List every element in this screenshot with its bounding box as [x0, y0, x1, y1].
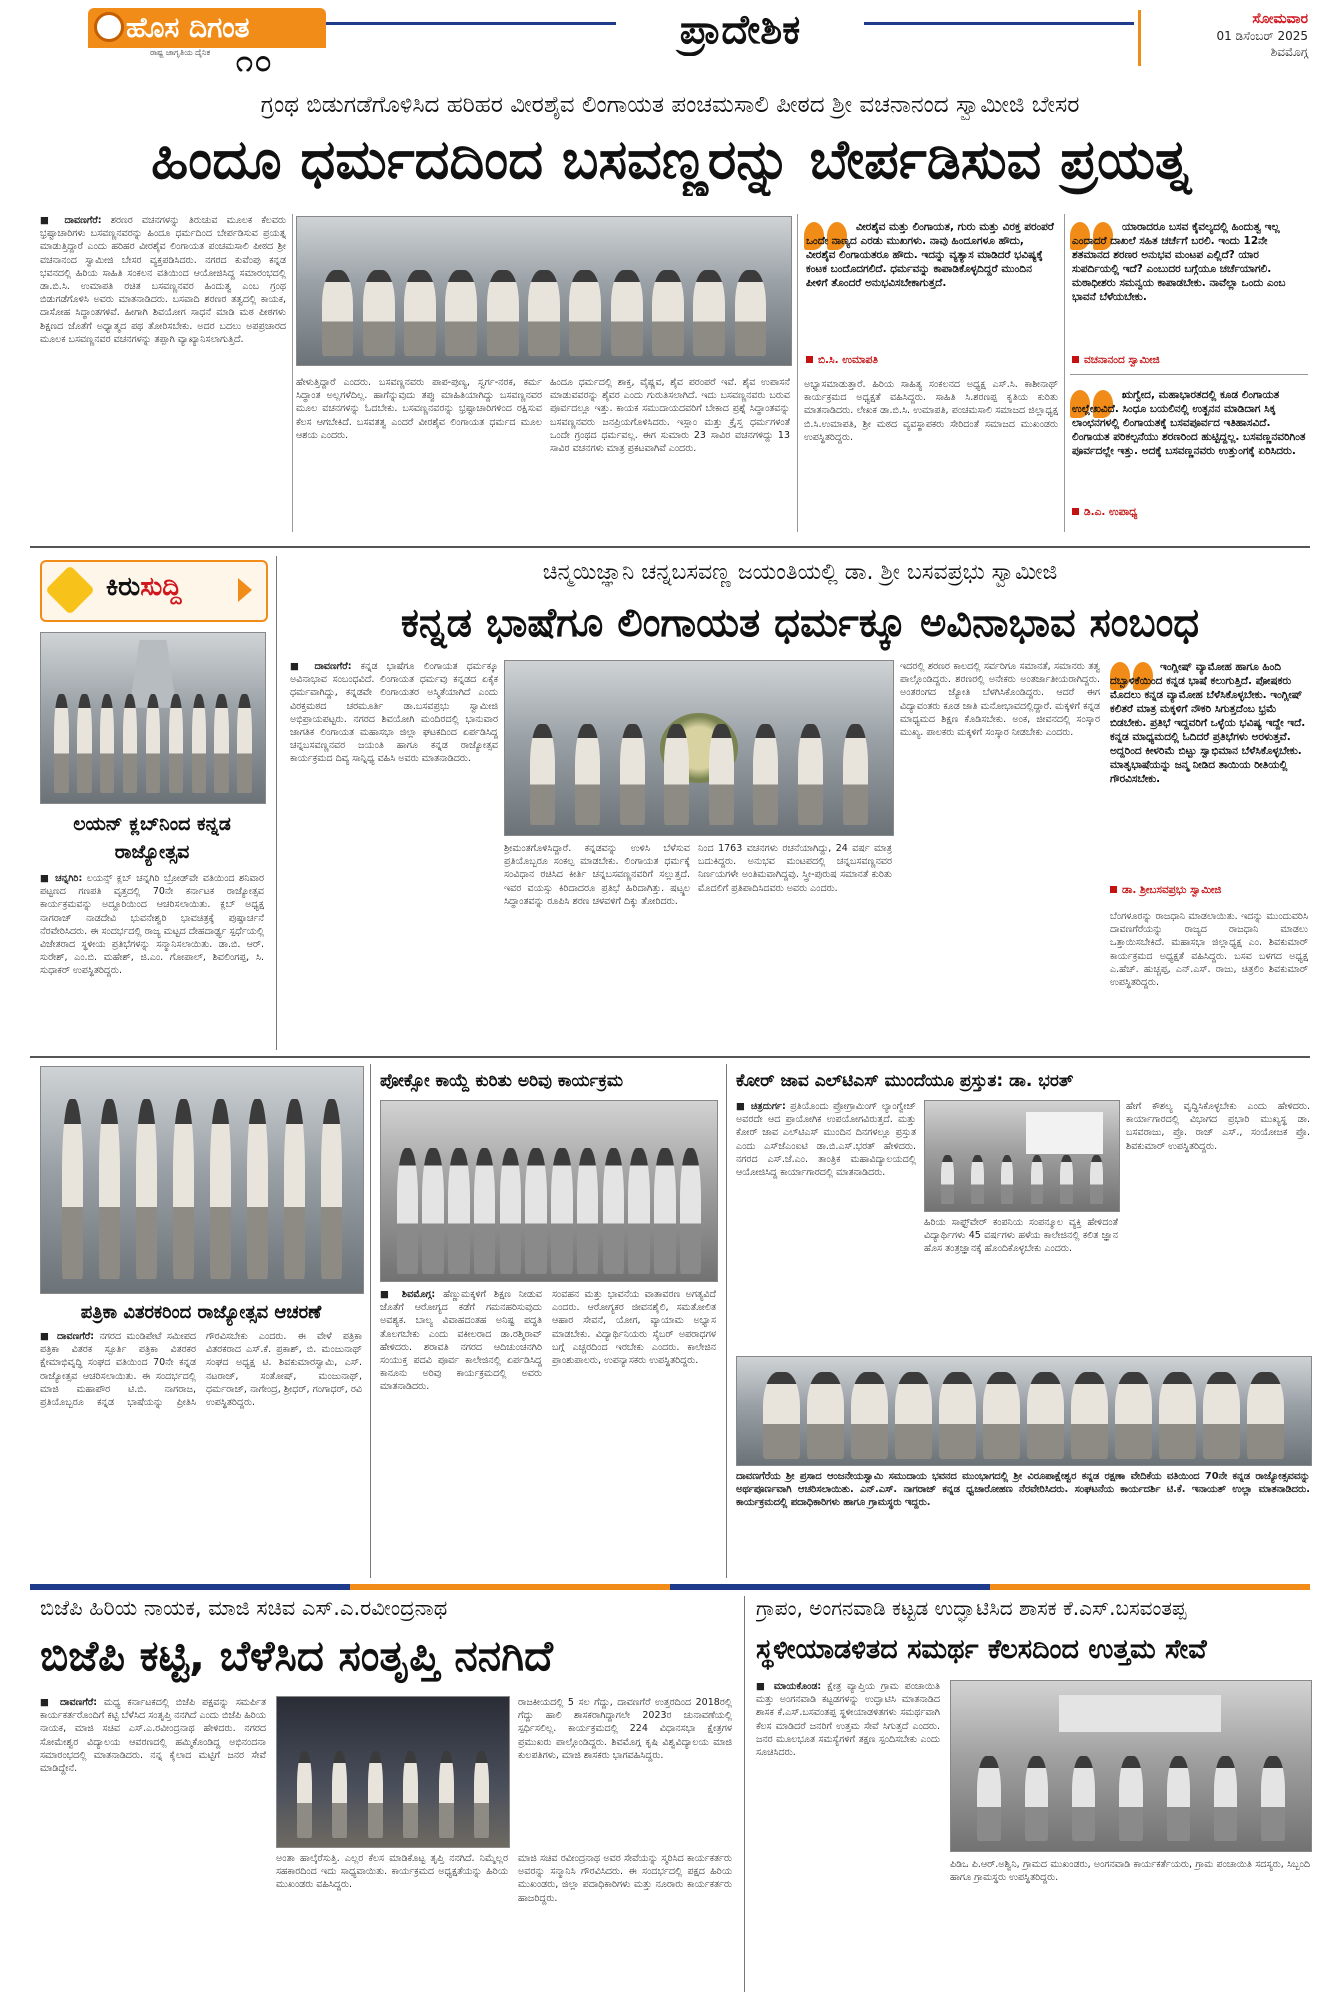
lead-kicker: ಗ್ರಂಥ ಬಿಡುಗಡೆಗೊಳಿಸಿದ ಹರಿಹರ ವೀರಶೈವ ಲಿಂಗಾಯತ ಪಂಚಮಸಾಲಿ ಪೀಠದ ಶ್ರೀ ವಚನಾನಂದ ಸ್ವಾಮೀಜಿ ಬೇಸರ — [260, 92, 1080, 118]
anganwadi-photo — [950, 1680, 1312, 1852]
lead-col-3: ಹಿಂದೂ ಧರ್ಮದಲ್ಲಿ ಶಾಕ್ತ, ವೈಷ್ಣವ, ಶೈವ ಪರಂಪರೆ ಇವೆ. ಶೈವ ಉಪಾಸನೆ ಮಾಡುವವರನ್ನು ಶೈವರ ಎಂದು ಗುರುತಿಸಲಾಗಿದೆ. ಇದು ಬಸವಣ್ಣನವರು ಬರುವ ಪೂರ್ವದಲ್ಲೂ ಇತ್ತು. ಕಾಯಕ ಸಮುದಾಯದವರಿಗೆ ಬೇಕಾದ ಪ್ರಶ್ನೆ ಸಿದ್ಧಾಂತವನ್ನು ಬಸವಣ್ಣನವರು ಜನಪ್ರಿಯಗೊಳಿಸಿದರು. ಇಸ್ಲಾಂ ಮತ್ತು ಕ್ರೈಸ್ತ ಧರ್ಮಗಳಂತೆ ಒಂದೇ ಗ್ರಂಥದ ಧರ್ಮವಲ್ಲ. ಈಗ ಸುಮಾರು 23 ಸಾವಿರ ವಚನಗಳಿದ್ದು 13 ಸಾವಿರ ವಚನಗಳು ಮಾತ್ರ ಪ್ರಕಟವಾಗಿವೆ ಎಂದರು. — [550, 377, 790, 455]
story2-quote-text: ಇಂಗ್ಲೀಷ್ ವ್ಯಾಮೋಹ ಹಾಗೂ ಹಿಂದಿ ದಬ್ಬಾಳಿಕೆಯಿಂದ ಕನ್ನಡ ಭಾಷೆ ಕಲುಗುತ್ತಿದೆ. ಪೋಷಕರು ಮೊದಲು ಕನ್ನಡ ವ್ಯಾಮೋಹ ಬೆಳೆಸಿಕೊಳ್ಳಬೇಕು. ಇಂಗ್ಲೀಷ್ ಕಲಿತರೆ ಮಾತ್ರ ಮಕ್ಕಳಿಗೆ ನೌಕರಿ ಸಿಗುತ್ತದೆಂಬ ಭ್ರಮೆ ಬಿಡಬೇಕು. ಪ್ರತಿಭೆ ಇದ್ದವರಿಗೆ ಒಳ್ಳೆಯ ಭವಿಷ್ಯ ಇದ್ದೇ ಇದೆ. ಕನ್ನಡ ಮಾಧ್ಯಮದಲ್ಲಿ ಓದಿದರೆ ಪ್ರತಿಭೆಗಳು ಅರಳುತ್ತವೆ. ಅದ್ದರಿಂದ ಕೀಳರಿಮೆ ಬಿಟ್ಟು ಸ್ವಾಭಿಮಾನ ಬೆಳೆಸಿಕೊಳ್ಳಬೇಕು. ಮಾತೃಭಾಷೆಯನ್ನು ಜನ್ಮ ನೀಡಿದ ತಾಯಿಯ ರೀತಿಯಲ್ಲಿ ಗೌರವಿಸಬೇಕು. — [1110, 661, 1306, 785]
java-col-1-text: ಪ್ರತಿಯೊಂದು ಪ್ರೋಗ್ರಾಮಿಂಗ್ ಲ್ಯಾಂಗ್ವೇಜ್ ಅವರದೇ ಆದ ಪ್ರಾಯೋಗಿಕ ಉಪಯೋಗವಿರುತ್ತದೆ. ಮತ್ತು ಕೋರ್ ಜಾವ ಎಲ್‌ಟಿಎಸ್ ಮುಂದಿನ ದಿನಗಳಲ್ಲೂ ಪ್ರಸ್ತುತ ಎಂದು ಎಸ್‌ಜೆಎಂಐಟಿ ಡಾ.ಬಿ.ಎಸ್.ಭರತ್ ಹೇಳಿದರು. ನಗರದ ಎಸ್.ಜೆ.ಎಂ. ತಾಂತ್ರಿಕ ಮಹಾವಿದ್ಯಾಲಯದಲ್ಲಿ ಆಯೋಜಿಸಿದ್ದ ಕಾರ್ಯಾಗಾರದಲ್ಲಿ ಮಾತನಾಡಿದರು. — [736, 1101, 916, 1179]
kirusuddi-body — [40, 872, 264, 1044]
bjp-kicker: ಬಿಜೆಪಿ ಹಿರಿಯ ನಾಯಕ, ಮಾಜಿ ಸಚಿವ ಎಸ್.ಎ.ರವೀಂದ್ರನಾಥ — [40, 1596, 448, 1620]
vendors-photo — [40, 1066, 364, 1294]
bjp-col-3: ರಾಜಕೀಯದಲ್ಲಿ 5 ಸಲ ಗೆದ್ದು, ದಾವಣಗೆರೆ ಉತ್ತರದಿಂದ 2018ರಲ್ಲಿ ಗೆದ್ದು ಹಾಲಿ ಶಾಸಕರಾಗಿದ್ದಾಗಲೇ 2023ರ ಚುನಾವಣೆಯಲ್ಲಿ ಸ್ಪರ್ಧಿಸಲಿಲ್ಲ. ಕಾರ್ಯಕ್ರಮದಲ್ಲಿ 224 ವಿಧಾನಸಭಾ ಕ್ಷೇತ್ರಗಳ ಪ್ರಮುಖರು ಪಾಲ್ಗೊಂಡಿದ್ದರು. ಶಿವಮೊಗ್ಗ ಕೃಷಿ ವಿಶ್ವವಿದ್ಯಾಲಯ ಮಾಜಿ ಕುಲಪತಿಗಳು, ಮಾಜಿ ಶಾಸಕರು ಭಾಗವಹಿಸಿದ್ದರು. — [518, 1697, 732, 1761]
pocso-col-1-text: ಹೆಣ್ಣುಮಕ್ಕಳಿಗೆ ಶಿಕ್ಷಣ ನೀಡುವ ಜೊತೆಗೆ ಆರೋಗ್ಯದ ಕಡೆಗೆ ಗಮನಹರಿಸುವುದು ಅವಶ್ಯಕ. ಬಾಲ್ಯ ವಿವಾಹದಂತಹ ಅನಿಷ್ಟ ಪದ್ಧತಿ ತೊಲಗಬೇಕು ಎಂದು ವಕೀಲರಾದ ಡಾ.ರಶ್ಮಿರಾವ್ ಹೇಳಿದರು. ಶರಾವತಿ ನಗರದ ಆದಿಚುಂಚನಗಿರಿ ಸಂಯುಕ್ತ ಪದವಿ ಪೂರ್ವ ಕಾಲೇಜಿನಲ್ಲಿ ಏರ್ಪಡಿಸಿದ್ದ ಕಾನೂನು ಅರಿವು ಕಾರ್ಯಕ್ರಮದಲ್ಲಿ ಅವರು ಮಾತನಾಡಿದರು. — [380, 1289, 542, 1393]
weekday: ಸೋಮವಾರ — [1252, 11, 1308, 27]
java-headline: ಕೋರ್ ಜಾವ ಎಲ್‌ಟಿಎಸ್ ಮುಂದೆಯೂ ಪ್ರಸ್ತುತ: ಡಾ. ಭರತ್ — [736, 1071, 1074, 1091]
date-block — [1138, 10, 1308, 66]
lead-headline: ಹಿಂದೂ ಧರ್ಮದದಿಂದ ಬಸವಣ್ಣರನ್ನು ಬೇರ್ಪಡಿಸುವ ಪ್ರಯತ್ನ — [151, 128, 1191, 191]
kirusuddi-divider — [276, 556, 277, 1050]
pocso-photo — [380, 1100, 718, 1282]
kirusuddi-photo — [40, 632, 266, 804]
vendors-body-text: ನಗರದ ಮಂಡಿಪೇಟೆ ಸಮೀಪದ ಪತ್ರಿಕಾ ವಿತರಕ ಸ್ಪೂರ್ತಿ ಪತ್ರಿಕಾ ವಿತರಕರ ಕ್ಷೇಮಾಭಿವೃದ್ಧಿ ಸಂಘದ ವತಿಯಿಂದ 70ನೇ ಕನ್ನಡ ರಾಜ್ಯೋತ್ಸವ ಆಚರಿಸಲಾಯಿತು. ಈ ಸಂದರ್ಭದಲ್ಲಿ ಮಾಜಿ ಮಹಾಪೌರ ಟಿ.ಬಿ. ನಾಗರಾಜ, ಪ್ರತಿಯೊಬ್ಬರೂ ಕನ್ನಡ ಭಾಷೆಯನ್ನು ಪ್ರೀತಿಸಿ ಗೌರವಿಸಬೇಕು ಎಂದರು. ಈ ವೇಳೆ ಪತ್ರಿಕಾ ವಿತರಕರಾದ ಎಸ್.ಕೆ. ಪ್ರಕಾಶ್, ಬಿ. ಮಂಜುನಾಥ್ ಸಂಘದ ಅಧ್ಯಕ್ಷ ಟಿ. ಶಿವಕುಮಾರಸ್ವಾಮಿ, ಎಸ್. ನಟರಾಜ್, ಸಂತೋಷ್, ಮಂಜುನಾಥ್, ಧರ್ಮರಾಜ್, ನಾಗೇಂದ್ರ, ಶ್ರೀಧರ್, ಗಂಗಾಧರ್, ರವಿ ಉಪಸ್ಥಿತರಿದ್ದರು. — [40, 1331, 362, 1409]
kiru-text: ಕಿರು — [106, 572, 141, 602]
anganwadi-col-1-text: ಕ್ಷೇತ್ರ ವ್ಯಾಪ್ತಿಯ ಗ್ರಾಮ ಪಂಚಾಯಿತಿ ಮತ್ತು ಅಂಗನವಾಡಿ ಕಟ್ಟಡಗಳನ್ನು ಉದ್ಘಾಟಿಸಿ ಮಾತನಾಡಿದ ಶಾಸಕ ಕೆ.ಎಸ್.ಬಸವಂತಪ್ಪ ಸ್ಥಳೀಯಾಡಳಿತಗಳು ಸಮರ್ಥವಾಗಿ ಕೆಲಸ ಮಾಡಿದರೆ ಜನರಿಗೆ ಉತ್ತಮ ಸೇವೆ ಸಿಗುತ್ತದೆ ಎಂದರು. ಜನರ ಮೂಲಭೂತ ಸಮಸ್ಯೆಗಳಿಗೆ ತಕ್ಷಣ ಸ್ಪಂದಿಸಬೇಕು ಎಂದು ಸೂಚಿಸಿದರು. — [756, 1681, 940, 1759]
anganwadi-col-2: ಪಿಡಿಒ ಪಿ.ಆರ್.ಅಶ್ವಿನಿ, ಗ್ರಾಮದ ಮುಖಂಡರು, ಅಂಗನವಾಡಿ ಕಾರ್ಯಕರ್ತೆಯರು, ಗ್ರಾಮ ಪಂಚಾಯಿತಿ ಸದಸ್ಯರು, ಸಿಬ್ಬಂದಿ ಹಾಗೂ ಗ್ರಾಮಸ್ಥರು ಉಪಸ್ಥಿತರಿದ್ದರು. — [950, 1859, 1310, 1884]
vendors-body — [40, 1330, 362, 1574]
story2-photo — [504, 660, 894, 836]
section-divider-1 — [30, 546, 1310, 548]
section-title: ಪ್ರಾದೇಶಿಕ — [679, 7, 801, 53]
pocso-col-1 — [380, 1288, 542, 1574]
masthead-rule-right — [864, 22, 1134, 25]
java-photo — [924, 1100, 1120, 1212]
bjp-photo — [276, 1696, 510, 1848]
java-col-3: ಹೇಗೆ ಕೌಶಲ್ಯ ವೃದ್ಧಿಸಿಕೊಳ್ಳಬೇಕು ಎಂದು ಹೇಳಿದರು. ಕಾರ್ಯಾಗಾರದಲ್ಲಿ ವಿಭಾಗದ ಪ್ರಭಾರಿ ಮುಖ್ಯಸ್ಥ ಡಾ. ಬಸವರಾಜು, ಪ್ರೊ. ರಾಜ್ ಎಸ್., ಸಂಯೋಜಕ ಪ್ರೊ. ಶಿವಕುಮಾರ್ ಉಪಸ್ಥಿತರಿದ್ದರು. — [1126, 1101, 1310, 1152]
story2-col-5: ಬೆಂಗಳೂರನ್ನು ರಾಜಧಾನಿ ಮಾಡಲಾಯಿತು. ಇದನ್ನು ಮುಂದುವರಿಸಿ ದಾವಣಗೆರೆಯನ್ನು ರಾಜ್ಯದ ರಾಜಧಾನಿ ಮಾಡಲು ಒತ್ತಾಯಿಸಬೇಕಿದೆ. ಮಹಾಸಭಾ ಜಿಲ್ಲಾಧ್ಯಕ್ಷ ಎಂ. ಶಿವಕುಮಾರ್ ಕಾರ್ಯಕ್ರಮದ ಅಧ್ಯಕ್ಷತೆ ವಹಿಸಿದ್ದರು. ಬಸವ ಬಳಗದ ಅಧ್ಯಕ್ಷ ಎ.ಹೆಚ್. ಹುಚ್ಚಪ್ಪ, ಎನ್.ಎಸ್. ರಾಜು, ಚಿತ್ರಲಿಂ ಶಿವಕುಮಾರ್ ಉಪಸ್ಥಿತರಿದ್ದರು. — [1110, 911, 1308, 989]
story2-dateline: ■ ದಾವಣಗೆರೆ: — [290, 661, 352, 672]
java-dateline: ■ ಚಿತ್ರದುರ್ಗ: — [736, 1101, 786, 1112]
vendors-divider — [370, 1064, 371, 1578]
story2-headline: ಕನ್ನಡ ಭಾಷೆಗೂ ಲಿಂಗಾಯತ ಧರ್ಮಕ್ಕೂ ಅವಿನಾಭಾವ ಸಂಬಂಧ — [400, 600, 1200, 646]
edition-city: ಶಿವಮೊಗ್ಗ — [1270, 45, 1308, 59]
story2-col-4: ಇದರಲ್ಲಿ ಶರಣರ ಕಾಲದಲ್ಲಿ ಸರ್ವರಿಗೂ ಸಮಾನತೆ, ಸಮಾನರು ತತ್ವ ಪಾಲ್ಗೊಂಡಿದ್ದರು. ಶರಣರಲ್ಲಿ ಅನೇಕರು ಅಂತರ್ಜಾತೀಯರಾಗಿದ್ದರು. ಅಂತರಂಗದ ಜ್ಯೋತಿ ಬೆಳಗಿಸಿಕೊಂಡಿದ್ದರು. ಆದರೆ ಈಗ ವಿದ್ಯಾವಂತರು ಕೂಡ ಜಾತಿ ಮನೋಭಾವದಲ್ಲಿದ್ದಾರೆ. ಮಕ್ಕಳಿಗೆ ಕನ್ನಡ ಮಾಧ್ಯಮದ ಶಿಕ್ಷಣ ಕೊಡಿಸಬೇಕು. ಅಂಕ, ಜೀವನದಲ್ಲಿ ಸಂಸ್ಕಾರ ಮುಖ್ಯ. ಪಾಲಕರು ಮಕ್ಕಳಿಗೆ ಸಂಸ್ಕಾರ ನೀಡಬೇಕು ಎಂದರು. — [900, 661, 1100, 739]
lead-col-1-text: ಶರಣರ ವಚನಗಳನ್ನು ತಿರುಚುವ ಮೂಲಕ ಕೆಲವರು ಭ್ರಷ್ಟಾಚಾರಿಗಳು ಬಸವಣ್ಣನವರನ್ನು ಹಿಂದೂ ಧರ್ಮದಿಂದ ಬೇರ್ಪಡಿಸುವ ಪ್ರಯತ್ನ ಮಾಡುತ್ತಿದ್ದಾರೆ ಎಂದು ಹರಿಹರ ವೀರಶೈವ ಲಿಂಗಾಯತ ಪಂಚಮಸಾಲಿ ಪೀಠದ ಶ್ರೀ ವಚನಾನಂದ ಸ್ವಾಮೀಜಿ ಬೇಸರ ವ್ಯಕ್ತಪಡಿಸಿದರು. ನಗರದ ಕುವೆಂಪು ಕನ್ನಡ ಭವನದಲ್ಲಿ ಹಿರಿಯ ಸಾಹಿತಿ ಸಂಕಲನ ವತಿಯಿಂದ ಆಯೋಜಿಸಿದ್ದ ಸಮಾರಂಭದಲ್ಲಿ ಡಾ.ಬಿ.ಸಿ. ಉಮಾಪತಿ ರಚಿತ ಬಸವಣ್ಣನವರ ಹಿಂದುತ್ವ ಎಂಬ ಗ್ರಂಥ ಬಿಡುಗಡೆಗೊಳಿಸಿ ಅವರು ಮಾತನಾಡಿದರು. ಬಸವಾದಿ ಶರಣರ ತತ್ವದಲ್ಲಿ ಕಾಯಕ, ದಾಸೋಹ ಸಿದ್ಧಾಂತಗಳಿವೆ. ಹೀಗಾಗಿ ಶಿವಯೋಗ ಸಾಧನೆ ಮಾಡಿ ಮಠ ಪೀಠಗಳು ಶಿಕ್ಷಣದ ಜೊತೆಗೆ ಅಧ್ಯಾತ್ಮದ ಪಥ ತೋರಿಸಬೇಕು. ಅದರ ಬದಲು ಅಪಪ್ರಚಾರದ ಮೂಲಕ ಬಸವಣ್ಣನವರ ವಚನಗಳನ್ನು ತಪ್ಪಾಗಿ ವ್ಯಾಖ್ಯಾನಿಸಲಾಗುತ್ತಿದೆ. — [40, 215, 286, 345]
lead-col-1 — [40, 214, 286, 532]
bjp-headline: ಬಿಜೆಪಿ ಕಟ್ಟಿ, ಬೆಳೆಸಿದ ಸಂತೃಪ್ತಿ ನನಗಿದೆ — [40, 1631, 553, 1680]
issue-date: 01 ಡಿಸೆಂಬರ್ 2025 — [1216, 29, 1308, 43]
kirusuddi-badge — [40, 560, 268, 622]
quote-1-author: ಬಿ.ಸಿ. ಉಮಾಪತಿ — [806, 354, 1056, 367]
bjp-divider — [744, 1596, 745, 1992]
pocso-dateline: ■ ಶಿವಮೊಗ್ಗ: — [380, 1289, 436, 1300]
page-number: ೧೦ — [236, 44, 274, 79]
logo-tagline: ರಾಷ್ಟ್ರ ಜಾಗೃತಿಯ ದೈನಿಕ — [150, 48, 211, 57]
quote-3-author: ಡಿ.ಎ. ಉಪಾಧ್ಯ — [1072, 506, 1308, 519]
pointing-hand-icon — [45, 565, 95, 615]
story2-kicker: ಚಿನ್ಮಯಿಜ್ಞಾನಿ ಚನ್ನಬಸವಣ್ಣ ಜಯಂತಿಯಲ್ಲಿ ಡಾ. ಶ್ರೀ ಬಸವಪ್ರಭು ಸ್ವಾಮೀಜಿ — [542, 560, 1058, 585]
kirusuddi-dateline: ■ ಚನ್ನಗಿರಿ: — [40, 873, 83, 884]
davanagere-caption: ದಾವಣಗೆರೆಯ ಶ್ರೀ ಪ್ರಸಾದ ಆಂಜನೇಯಸ್ವಾಮಿ ಸಮುದಾಯ ಭವನದ ಮುಂಭಾಗದಲ್ಲಿ ಶ್ರೀ ವಿರೂಪಾಕ್ಷೇಶ್ವರ ಕನ್ನಡ ರಕ್ಷಣಾ ವೇದಿಕೆಯ ವತಿಯಿಂದ 70ನೇ ಕನ್ನಡ ರಾಜ್ಯೋತ್ಸವವನ್ನು ಅರ್ಥಪೂರ್ಣವಾಗಿ ಆಚರಿಸಲಾಯಿತು. ಎನ್.ಎಸ್. ನಾಗರಾಜ್ ಕನ್ನಡ ಧ್ವಜಾರೋಹಣ ನೆರವೇರಿಸಿದರು. ಸಂಘಟನೆಯ ಕಾರ್ಯದರ್ಶಿ ಟಿ.ಕೆ. ಇನಾಯತ್ ಉಲ್ಲಾ ಮಾತನಾಡಿದರು. ಕಾರ್ಯಕ್ರಮದಲ್ಲಿ ಪದಾಧಿಕಾರಿಗಳು ಹಾಗೂ ಗ್ರಾಮಸ್ಥರು ಇದ್ದರು. — [736, 1471, 1310, 1508]
stage-banner-shape — [1059, 1695, 1221, 1732]
anganwadi-dateline: ■ ಮಾಯಕೊಂಡ: — [756, 1681, 822, 1692]
projector-screen-shape — [1026, 1112, 1104, 1154]
chevron-right-icon — [238, 578, 252, 602]
quote-3-text: ಋಗ್ವೇದ, ಮಹಾಭಾರತದಲ್ಲಿ ಕೂಡ ಲಿಂಗಾಯತ ಉಲ್ಲೇಖವಿದೆ. ಸಿಂಧೂ ಬಯಲಿನಲ್ಲಿ ಉತ್ಖನನ ಮಾಡಿದಾಗ ಸಿಕ್ಕ ಲಾಂಛನಗಳಲ್ಲಿ ಲಿಂಗಾಯತಕ್ಕೆ ಬಸವಪೂರ್ವದ ಇತಿಹಾಸವಿದೆ. ಲಿಂಗಾಯತ ಪರಿಕಲ್ಪನೆಯು ಶರಣರಿಂದ ಹುಟ್ಟಿದ್ದಲ್ಲ. ಬಸವಣ್ಣನವರಿಗಿಂತ ಪೂರ್ವದಲ್ಲೇ ಇತ್ತು. ಅದಕ್ಕೆ ಬಸವಣ್ಣನವರು ಉತ್ತುಂಗಕ್ಕೆ ಏರಿಸಿದರು. — [1072, 389, 1306, 457]
kirusuddi-body-text: ಲಯನ್ಸ್ ಕ್ಲಬ್ ಚನ್ನಗಿರಿ ಬ್ರೋಡ್‌ವೇ ವತಿಯಿಂದ ಶನಿವಾರ ಪಟ್ಟಣದ ಗಣಪತಿ ವೃತ್ತದಲ್ಲಿ 70ನೇ ಕರ್ನಾಟಕ ರಾಜ್ಯೋತ್ಸವ ಕಾರ್ಯಕ್ರಮವನ್ನು ಅದ್ದೂರಿಯಿಂದ ಆಚರಿಸಲಾಯಿತು. ಕ್ಲಬ್ ಅಧ್ಯಕ್ಷ ನಾಗರಾಜ್ ನಾಡದೇವಿ ಭುವನೇಶ್ವರಿ ಭಾವಚಿತ್ರಕ್ಕೆ ಪುಷ್ಪಾರ್ಚನೆ ನೆರವೇರಿಸಿದರು. ಈ ಸಂದರ್ಭದಲ್ಲಿ ರಾಜ್ಯ ಮಟ್ಟದ ದೇಹದಾರ್ಢ್ಯ ಸ್ಪರ್ಧೆಯಲ್ಲಿ ವಿಜೇತರಾದ ಸ್ಥಳೀಯ ಪ್ರತಿಭೆಗಳನ್ನು ಸನ್ಮಾನಿಸಲಾಯಿತು. ಡಾ.ಬಿ. ಆರ್. ಸುರೇಶ್, ಎಂ.ಬಿ. ಮಹೇಶ್, ಜಿ.ಎಂ. ಗೋಪಾಲ್, ಶಿವಲಿಂಗಪ್ಪ, ಸಿ. ಸುಧಾಕರ್ ಉಪಸ್ಥಿತರಿದ್ದರು. — [40, 873, 264, 977]
bjp-col-1 — [40, 1696, 266, 1990]
lead-photo — [296, 216, 792, 366]
quote-2-author: ವಚನಾನಂದ ಸ್ವಾಮೀಜಿ — [1072, 354, 1308, 367]
quote-1-text: ವೀರಶೈವ ಮತ್ತು ಲಿಂಗಾಯತ, ಗುರು ಮತ್ತು ವಿರಕ್ತ ಪರಂಪರೆ ಒಂದೇ ನಾಣ್ಯದ ಎರಡು ಮುಖಗಳು. ನಾವು ಹಿಂದೂಗಳೂ ಹೌದು, ವೀರಶೈವ ಲಿಂಗಾಯತರೂ ಹೌದು. ಇದನ್ನು ವ್ಯತ್ಯಾಸ ಮಾಡಿದರೆ ಭವಿಷ್ಯಕ್ಕೆ ಕಂಟಕ ಬಂದೊದಗಲಿದೆ. ಧರ್ಮವನ್ನು ಕಾಪಾಡಿಕೊಳ್ಳದಿದ್ದರೆ ಮುಂದಿನ ಪೀಳಿಗೆ ತೊಂದರೆ ಅನುಭವಿಸಬೇಕಾಗುತ್ತದೆ. — [806, 221, 1054, 289]
anganwadi-headline: ಸ್ಥಳೀಯಾಡಳಿತದ ಸಮರ್ಥ ಕೆಲಸದಿಂದ ಉತ್ತಮ ಸೇವೆ — [756, 1634, 1207, 1665]
anganwadi-col-1 — [756, 1680, 940, 1990]
pocso-headline: ಪೋಕ್ಸೋ ಕಾಯ್ದೆ ಕುರಿತು ಅರಿವು ಕಾರ್ಯಕ್ರಮ — [380, 1071, 624, 1091]
kirusuddi-label — [106, 572, 181, 603]
story2-col-1-text: ಕನ್ನಡ ಭಾಷೆಗೂ ಲಿಂಗಾಯತ ಧರ್ಮಕ್ಕೂ ಅವಿನಾಭಾವ ಸಂಬಂಧವಿದೆ. ಲಿಂಗಾಯತ ಧರ್ಮವು ಕನ್ನಡದ ಏಕೈಕ ಧರ್ಮವಾಗಿದ್ದು, ಕನ್ನಡವೇ ಲಿಂಗಾಯತರ ಅಸ್ಮಿತೆಯಾಗಿದೆ ಎಂದು ವಿರಕ್ತಮಠದ ಚರಮೂರ್ತಿ ಡಾ.ಬಸವಪ್ರಭು ಸ್ವಾಮೀಜಿ ಅಭಿಪ್ರಾಯಪಟ್ಟರು. ನಗರದ ಶಿವಯೋಗಿ ಮಂದಿರದಲ್ಲಿ ಭಾನುವಾರ ಜಾಗತಿಕ ಲಿಂಗಾಯತ ಮಹಾಸಭಾ ಜಿಲ್ಲಾ ಘಟಕದಿಂದ ಏರ್ಪಡಿಸಿದ್ದ ಚನ್ನಬಸವಣ್ಣನವರ ಜಯಂತಿ ಹಾಗೂ ಕನ್ನಡ ರಾಜ್ಯೋತ್ಸವ ಕಾರ್ಯಕ್ರಮದ ದಿವ್ಯ ಸಾನ್ನಿಧ್ಯ ವಹಿಸಿ ಅವರು ಮಾತನಾಡಿದರು. — [290, 661, 498, 765]
lead-dateline: ■ ದಾವಣಗೆರೆ: — [40, 215, 102, 226]
quote-separator — [1070, 374, 1308, 375]
anganwadi-kicker: ಗ್ರಾಪಂ, ಅಂಗನವಾಡಿ ಕಟ್ಟಡ ಉದ್ಘಾಟಿಸಿದ ಶಾಸಕ ಕೆ.ಎಸ್.ಬಸವಂತಪ್ಪ — [756, 1596, 1187, 1620]
java-col-1 — [736, 1100, 916, 1348]
lead-col-4: ಅಭ್ಯಾಸಮಾಡುತ್ತಾರೆ. ಹಿರಿಯ ಸಾಹಿತ್ಯ ಸಂಕಲನದ ಅಧ್ಯಕ್ಷ ಎಸ್.ಸಿ. ಕಾಶೀನಾಥ್ ಕಾರ್ಯಕ್ರಮದ ಅಧ್ಯಕ್ಷತೆ ವಹಿಸಿದ್ದರು. ಸಾಹಿತಿ ಸಿ.ಶರಣಪ್ಪ ಕೃತಿಯ ಕುರಿತು ಮಾತನಾಡಿದರು. ಲೇಖಕ ಡಾ.ಬಿ.ಸಿ. ಉಮಾಪತಿ, ಪಂಚಮಸಾಲಿ ಸಮಾಜದ ಜಿಲ್ಲಾಧ್ಯಕ್ಷ ಬಿ.ಸಿ.ಉಮಾಪತಿ, ಶ್ರೀ ಮಠದ ವ್ಯವಸ್ಥಾಪಕರು ಸೇರಿದಂತೆ ಸಮಾಜದ ಮುಖಂಡರು ಉಪಸ್ಥಿತರಿದ್ದರು. — [804, 379, 1058, 443]
bjp-col-4: ಮಾಜಿ ಸಚಿವ ರವೀಂದ್ರನಾಥ ಅವರ ಸೇವೆಯನ್ನು ಸ್ಮರಿಸಿದ ಕಾರ್ಯಕರ್ತರು ಅವರನ್ನು ಸನ್ಮಾನಿಸಿ ಗೌರವಿಸಿದರು. ಈ ಸಂದರ್ಭದಲ್ಲಿ ಪಕ್ಷದ ಹಿರಿಯ ಮುಖಂಡರು, ಜಿಲ್ಲಾ ಪದಾಧಿಕಾರಿಗಳು ಮತ್ತು ನೂರಾರು ಕಾರ್ಯಕರ್ತರು ಹಾಜರಿದ್ದರು. — [518, 1853, 732, 1904]
logo-emblem-icon — [94, 12, 124, 42]
quote-2-text: ಯಾರಾದರೂ ಬಸವ ಕೈವಲ್ಯದಲ್ಲಿ ಹಿಂದುತ್ವ ಇಲ್ಲ ಎಂದಾದರೆ ದಾಖಲೆ ಸಹಿತ ಚರ್ಚೆಗೆ ಬರಲಿ. ಇಂದು 12ನೇ ಶತಮಾನದ ಶರಣರ ಅನುಭವ ಮಂಟಪ ಎಲ್ಲಿದೆ? ಯಾರ ಸುಪರ್ದಿಯಲ್ಲಿ ಇದೆ? ಎಂಬುದರ ಬಗ್ಗೆಯೂ ಚರ್ಚೆಯಾಗಲಿ. ಮಠಾಧೀಶರು ಸಮನ್ವಯ ಕಾಪಾಡಬೇಕು. ನಾವೆಲ್ಲಾ ಒಂದು ಎಂಬ ಭಾವನೆ ಬೆಳೆಯಬೇಕು. — [1072, 221, 1286, 303]
story2-col-1 — [290, 660, 498, 1048]
story2-col-3: ನಿಂದ 1763 ವಚನಗಳು ರಚನೆಯಾಗಿದ್ದು, 24 ವರ್ಷ ಮಾತ್ರ ಬದುಕಿದ್ದರು. ಅನುಭವ ಮಂಟಪದಲ್ಲಿ ಚನ್ನಬಸವಣ್ಣನವರ ನಿರ್ಣಯಗಳೇ ಅಂತಿಮವಾಗಿದ್ದವು. ಸ್ತ್ರೀ-ಪುರುಷ ಸಮಾನತೆ ಕುರಿತು ಮೊದಲಿಗೆ ಪ್ರತಿಪಾದಿಸಿದವರು ಅವರು ಎಂದರು. — [698, 843, 892, 894]
vendors-dateline: ■ ದಾವಣಗೆರೆ: — [40, 1331, 95, 1342]
lead-divider-1 — [292, 214, 293, 532]
color-bar — [30, 1584, 1310, 1590]
pocso-divider — [726, 1064, 727, 1578]
lead-divider-2 — [797, 214, 798, 532]
kirusuddi-headline: ಲಯನ್ ಕ್ಲಬ್‌ನಿಂದ ಕನ್ನಡ ರಾಜ್ಯೋತ್ಸವ — [73, 813, 231, 863]
section-divider-2 — [30, 1056, 1310, 1058]
bjp-col-2: ಅಂತಾ ಹಾಲ್ಕೆರೆಸುತ್ತಿ. ಎಲ್ಲರ ಕೆಲಸ ಮಾಡಿಕೊಟ್ಟ ತೃಪ್ತಿ ನನಗಿದೆ. ನಿಮ್ಮೆಲ್ಲರ ಸಹಕಾರದಿಂದ ಇದು ಸಾಧ್ಯವಾಯಿತು. ಕಾರ್ಯಕ್ರಮದ ಅಧ್ಯಕ್ಷತೆಯನ್ನು ಹಿರಿಯ ಮುಖಂಡರು ವಹಿಸಿದ್ದರು. — [276, 1853, 508, 1891]
lead-col-2: ಹೇಳುತ್ತಿದ್ದಾರೆ ಎಂದರು. ಬಸವಣ್ಣನವರು ಪಾಪ-ಪುಣ್ಯ, ಸ್ವರ್ಗ-ನರಕ, ಕರ್ಮ ಸಿದ್ಧಾಂತ ಅಲ್ಲಗಳೆದಿಲ್ಲ. ಹಾಗೆನ್ನುವುದು ತಪ್ಪು ಮಾಹಿತಿಯಾಗಿದ್ದು ಬಸವಣ್ಣನವರ ಮೂಲ ವಚನಗಳನ್ನು ಓದಬೇಕು. ಬಸವಣ್ಣನವರನ್ನು ಭ್ರಷ್ಟಾಚಾರಿಗಳಿಂದ ರಕ್ಷಿಸುವ ಕೆಲಸ ಆಗಬೇಕಿದೆ. ಬಸವತತ್ವ ಎಂದರೆ ವೀರಶೈವ ಲಿಂಗಾಯತ ಧರ್ಮದ ಮೂಲ ಆಶಯ ಎಂದರು. — [296, 377, 542, 441]
bjp-col-1-text: ಮಧ್ಯ ಕರ್ನಾಟಕದಲ್ಲಿ ಬಿಜೆಪಿ ಪಕ್ಷವನ್ನು ಸಮರ್ಪಿತ ಕಾರ್ಯಕರ್ತರೊಂದಿಗೆ ಕಟ್ಟಿ ಬೆಳೆಸಿದ ಸಂತೃಪ್ತಿ ನನಗಿದೆ ಎಂದು ಬಿಜೆಪಿ ಹಿರಿಯ ನಾಯಕ, ಮಾಜಿ ಸಚಿವ ಎಸ್.ಎ.ರವೀಂದ್ರನಾಥ ಹೇಳಿದರು. ನಗರದ ಸೋಮೇಶ್ವರ ವಿದ್ಯಾಲಯ ಆವರಣದಲ್ಲಿ ಹಮ್ಮಿಕೊಂಡಿದ್ದ ಅಭಿನಂದನಾ ಸಮಾರಂಭದಲ್ಲಿ ಮಾತನಾಡಿದರು. ನನ್ನ ಕೈಲಾದ ಮಟ್ಟಿಗೆ ಜನರ ಸೇವೆ ಮಾಡಿದ್ದೇನೆ. — [40, 1697, 266, 1775]
masthead — [0, 0, 1339, 80]
java-col-2: ಹಿರಿಯ ಸಾಫ್ಟ್‌ವೇರ್ ಕಂಪನಿಯ ಸಂಪನ್ಮೂಲ ವ್ಯಕ್ತಿ ಹೇಳಿದಂತೆ ವಿದ್ಯಾರ್ಥಿಗಳು 45 ವರ್ಷಗಳು ಹಳೆಯ ಕಾಲೇಜಿನಲ್ಲಿ ಕಲಿತ ಜ್ಞಾನ ಹೊಸ ತಂತ್ರಜ್ಞಾನಕ್ಕೆ ಹೊಂದಿಕೊಳ್ಳಬೇಕು ಎಂದರು. — [924, 1217, 1118, 1255]
story2-quote-author: ಡಾ. ಶ್ರೀಬಸವಪ್ರಭು ಸ್ವಾಮೀಜಿ — [1110, 884, 1308, 897]
vendors-caption: ಪತ್ರಿಕಾ ವಿತರಕರಿಂದ ರಾಜ್ಯೋತ್ಸವ ಆಚರಣೆ — [80, 1302, 322, 1323]
davanagere-photo — [736, 1356, 1312, 1466]
masthead-rule-left — [326, 22, 616, 25]
lead-divider-3 — [1064, 214, 1065, 532]
logo-text: ಹೊಸ ದಿಗಂತ — [126, 11, 250, 44]
bjp-dateline: ■ ದಾವಣಗೆರೆ: — [40, 1697, 98, 1708]
story2-col-2: ಶ್ರೀಮಂತಗೊಳಿಸಿದ್ದಾರೆ. ಕನ್ನಡವನ್ನು ಉಳಿಸಿ ಬೆಳೆಸುವ ಪ್ರತಿಯೊಬ್ಬರೂ ಸಂಕಲ್ಪ ಮಾಡಬೇಕು. ಲಿಂಗಾಯತ ಧರ್ಮಕ್ಕೆ ಸಂವಿಧಾನ ರಚಿಸಿದ ಕೀರ್ತಿ ಚನ್ನಬಸವಣ್ಣನವರಿಗೆ ಸಲ್ಲುತ್ತದೆ. ಇವರ ವಯಸ್ಸು ಕಿರಿದಾದರೂ ಪ್ರತಿಭೆ ಹಿರಿದಾಗಿತ್ತು. ಷಟ್ಸ್ಥಲ ಸಿದ್ಧಾಂತವನ್ನು ರೂಪಿಸಿ ಶರಣ ಚಳವಳಿಗೆ ದಿಕ್ಕು ತೋರಿದರು. — [504, 843, 690, 907]
suddi-text: ಸುದ್ದಿ — [140, 572, 182, 602]
pocso-col-2: ಸಂವಹನ ಮತ್ತು ಭಾವನೆಯ ವಾತಾವರಣ ಅಗತ್ಯವಿದೆ ಎಂದರು. ಆರೋಗ್ಯಕರ ಜೀವನಶೈಲಿ, ಸಮತೋಲಿತ ಆಹಾರ ಸೇವನೆ, ಯೋಗ, ವ್ಯಾಯಾಮ ಅಭ್ಯಾಸ ಮಾಡಬೇಕು. ವಿದ್ಯಾರ್ಥಿನಿಯರು ಸೈಬರ್ ಅಪರಾಧಗಳ ಬಗ್ಗೆ ಎಚ್ಚರದಿಂದ ಇರಬೇಕು ಎಂದರು. ಕಾಲೇಜಿನ ಪ್ರಾಂಶುಪಾಲರು, ಉಪನ್ಯಾಸಕರು ಉಪಸ್ಥಿತರಿದ್ದರು. — [552, 1289, 716, 1367]
